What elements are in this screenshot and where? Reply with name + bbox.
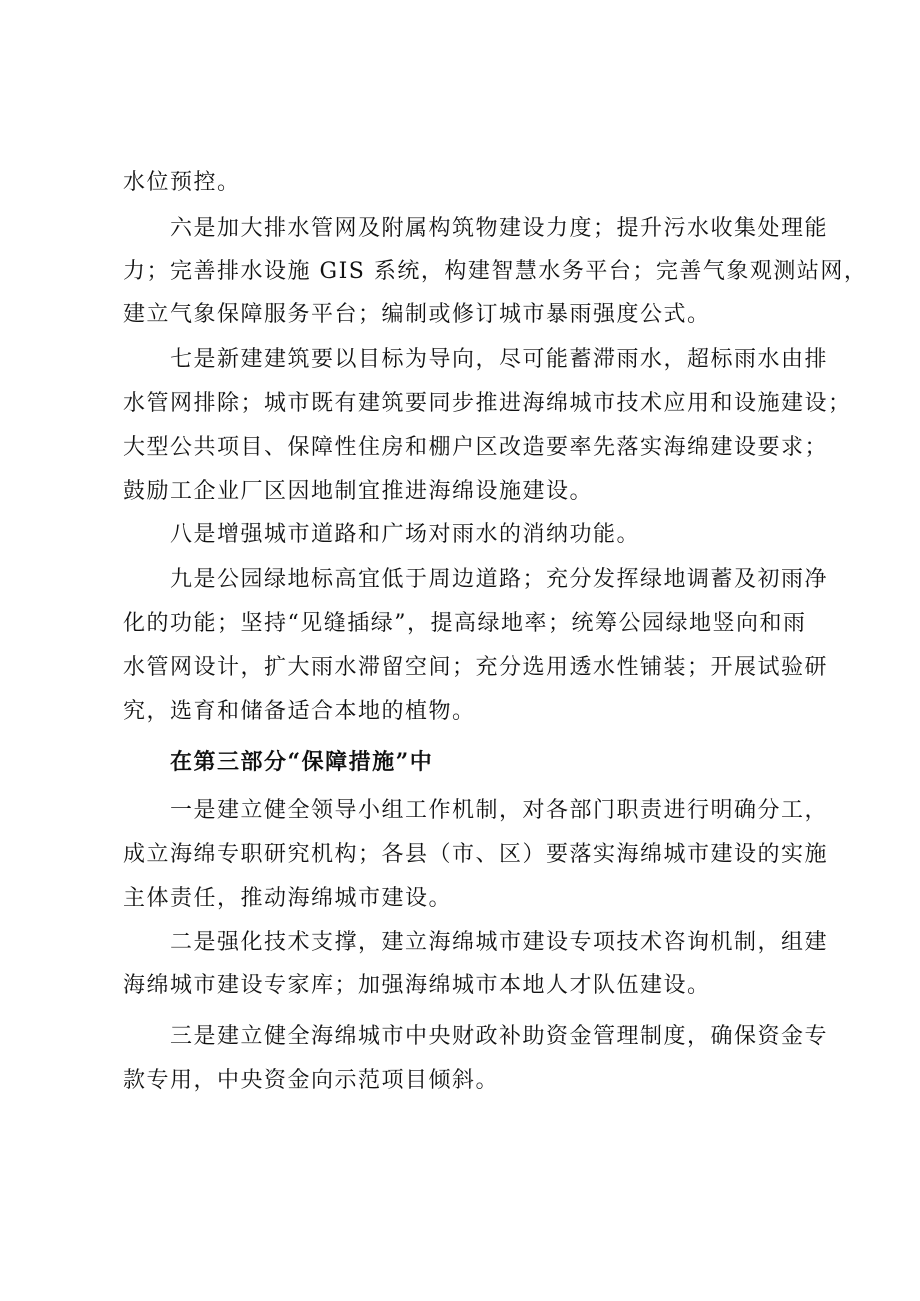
text-line: 化的功能；坚持“见缝插绿”，提高绿地率；统筹公园绿地竖向和雨 [123, 611, 807, 636]
text-line: 水管网设计，扩大雨水滞留空间；充分选用透水性铺装；开展试验研 [123, 655, 829, 680]
text-line: 七是新建建筑要以目标为导向，尽可能蓄滞雨水，超标雨水由排 [170, 347, 829, 372]
text-line: 鼓励工企业厂区因地制宜推进海绵设施建设。 [123, 479, 594, 504]
text-line: 水管网排除；城市既有建筑要同步推进海绵城市技术应用和设施建设； [123, 391, 852, 416]
text-line: 主体责任，推动海绵城市建设。 [123, 886, 453, 911]
text-line: 八是增强城市道路和广场对雨水的消纳功能。 [170, 522, 641, 547]
text-line: 水位预控。 [123, 170, 241, 195]
text-line: 力；完善排水设施 GIS 系统，构建智慧水务平台；完善气象观测站网， [123, 259, 868, 284]
text-line: 成立海绵专职研究机构；各县（市、区）要落实海绵城市建设的实施 [123, 842, 829, 867]
text-line: 大型公共项目、保障性住房和棚户区改造要率先落实海绵建设要求； [123, 435, 829, 460]
text-line: 二是强化技术支撑，建立海绵城市建设专项技术咨询机制，组建 [170, 930, 829, 955]
text-line: 一是建立健全领导小组工作机制，对各部门职责进行明确分工， [170, 798, 829, 823]
text-line: 六是加大排水管网及附属构筑物建设力度；提升污水收集处理能 [170, 216, 829, 241]
text-line: 款专用，中央资金向示范项目倾斜。 [123, 1068, 500, 1093]
heading-text: 在第三部分“保障措施”中 [170, 749, 434, 775]
text-line: 究，选育和储备适合本地的植物。 [123, 699, 476, 724]
text-line: 海绵城市建设专家库；加强海绵城市本地人才队伍建设。 [123, 973, 711, 998]
text-line: 九是公园绿地标高宜低于周边道路；充分发挥绿地调蓄及初雨净 [170, 567, 829, 592]
text-line: 建立气象保障服务平台；编制或修订城市暴雨强度公式。 [123, 302, 711, 327]
text-line: 三是建立健全海绵城市中央财政补助资金管理制度，确保资金专 [170, 1024, 829, 1049]
